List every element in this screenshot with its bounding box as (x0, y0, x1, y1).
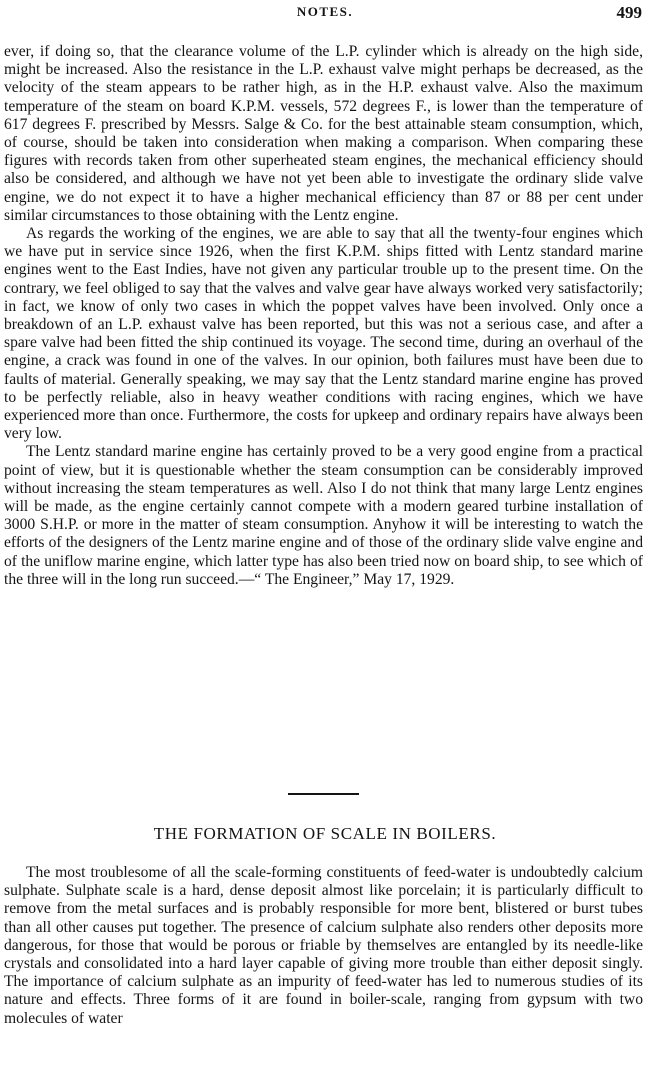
running-title: NOTES. (296, 4, 354, 19)
paragraph: ever, if doing so, that the clearance volume of the L.P. cylinder which is already on the high side, might be increased. Also the resistance in the L.P. exhaust valve might perhaps be decreased, as the velocity of the steam appears to be rather high, as in the H.P. exhaust valve. Also the maximum temperature of the steam on board K.P.M. vessels, 572 degrees F., is lower than the temperature of 617 degrees F. prescribed by Messrs. Salge & Co. for the best attainable steam consumption, which, of course, should be taken into consideration when making a comparison. When comparing these figures with records taken from other superheated steam engines, the mechanical efficiency should also be considered, and although we have not yet been able to investigate the ordinary slide valve engine, we do not expect it to have a higher mechanical efficiency than 87 or 88 per cent under similar circumstances to those obtaining with the Lentz engine. (4, 43, 643, 224)
paragraph: The most troublesome of all the scale-forming constituents of feed-water is undoubtedly calcium sulphate. Sulphate scale is a hard, dense deposit almost like porcelain; it is particularly difficult to remove from the metal surfaces and is probably responsible for more bent, blistered or burst tubes than all other causes put together. The presence of calcium sulphate also renders other deposits more dangerous, for those that would be porous or friable by themselves are entangled by its needle-like crystals and consolidated into a hard layer capable of giving more trouble than either deposit singly. The importance of calcium sulphate as an impurity of feed-water has led to numerous studies of its nature and effects. Three forms of it are found in boiler-scale, ranging from gypsum with two molecules of water (4, 864, 643, 1027)
page-number: 499 (616, 3, 642, 22)
section-divider (288, 793, 359, 795)
running-header (0, 4, 650, 20)
paragraph: The Lentz standard marine engine has certainly proved to be a very good engine from a practical point of view, but it is questionable whether the steam consumption can be considerably improved without increasing the steam temperatures as well. Also I do not think that many large Lentz engines will be made, as the engine certainly cannot compete with a modern geared turbine installation of 3000 S.H.P. or more in the matter of steam consumption. Anyhow it will be interesting to watch the efforts of the designers of the Lentz marine engine and of those of the ordinary slide valve engine and of the uniflow marine engine, which latter type has also been tried now on board ship, to see which of the three will in the long run succeed.—“ The Engineer,” May 17, 1929. (4, 443, 643, 588)
section-body (4, 864, 643, 1028)
paragraph: As regards the working of the engines, we are able to say that all the twenty-four engines which we have put in service since 1926, when the first K.P.M. ships fitted with Lentz standard marine engines went to the East Indies, have not given any particular trouble up to the present time. On the contrary, we feel obliged to say that the valves and valve gear have always worked very satisfactorily; in fact, we know of only two cases in which the poppet valves have been involved. Only once a breakdown of an L.P. exhaust valve has been reported, but this was not a serious case, and after a spare valve had been fitted the ship continued its voyage. The second time, during an overhaul of the engine, a crack was found in one of the valves. In our opinion, both failures must have been due to faults of material. Generally speaking, we may say that the Lentz standard marine engine has proved to be perfectly reliable, also in heavy weather conditions with racing engines, which we have experienced more than once. Furthermore, the costs for upkeep and ordinary repairs have always been very low. (4, 225, 643, 443)
article-body (4, 43, 643, 589)
section-heading: THE FORMATION OF SCALE IN BOILERS. (153, 824, 497, 843)
